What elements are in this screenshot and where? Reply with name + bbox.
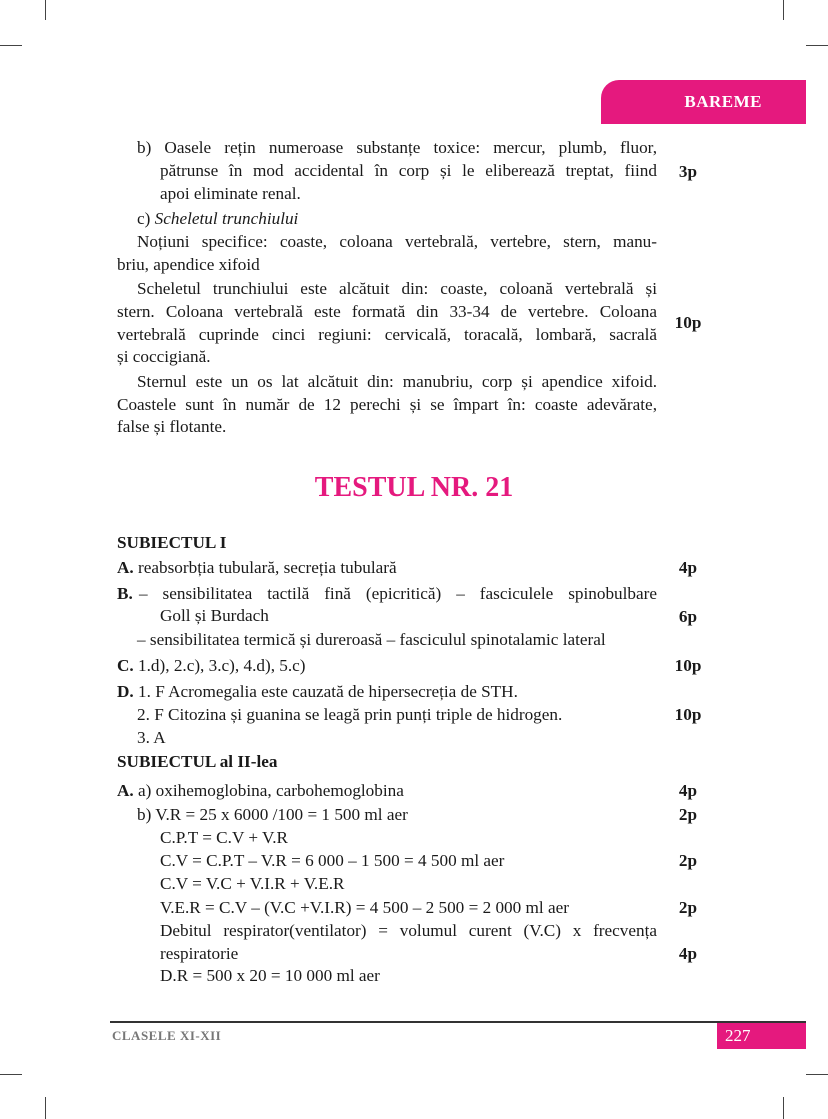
text-line: false și flotante. <box>117 417 227 436</box>
answer-text: 1.d), 2.c), 3.c), 4.d), 5.c) <box>138 656 306 675</box>
points: 10p <box>674 705 702 724</box>
crop-mark <box>806 45 828 46</box>
crop-mark <box>783 0 784 20</box>
text-line: Debitul respirator(ventilator) = volumul curent (V.C) x frecvența <box>160 921 657 940</box>
text-line: C.P.T = C.V + V.R <box>160 828 288 847</box>
text-line: Coastele sunt în număr de 12 perechi și se împart în: coaste adevărate, <box>117 395 657 414</box>
points: 2p <box>678 898 698 917</box>
item-label: A. <box>117 781 134 800</box>
text-line: stern. Coloana vertebrală este formată din 33-34 de vertebre. Coloana <box>117 302 657 321</box>
text-line: b) Oasele rețin numeroase substanțe toxice: mercur, plumb, fluor, <box>137 138 657 157</box>
answer-text: a) oxihemoglobina, carbohemoglobina <box>138 781 404 800</box>
crop-mark <box>45 1097 46 1119</box>
points: 2p <box>678 805 698 824</box>
text-line: apoi eliminate renal. <box>160 184 301 203</box>
answer-a <box>117 780 404 802</box>
text-line: 3. A <box>137 728 166 747</box>
crop-mark <box>0 45 22 46</box>
points: 10p <box>674 656 702 675</box>
footer-label: CLASELE XI-XII <box>112 1028 222 1043</box>
points: 4p <box>678 558 698 577</box>
section-heading: SUBIECTUL I <box>117 533 227 552</box>
text-line: C.V = V.C + V.I.R + V.E.R <box>160 874 345 893</box>
subheading <box>137 208 298 230</box>
text-line: 2. F Citozina și guanina se leagă prin punți triple de hidrogen. <box>137 705 563 724</box>
text-line: respiratorie <box>160 944 239 963</box>
subheading-title: Scheletul trunchiului <box>154 209 299 228</box>
text-line: și coccigiană. <box>117 347 211 366</box>
answer-c <box>117 655 306 677</box>
points: 4p <box>678 781 698 800</box>
text-line: briu, apendice xifoid <box>117 255 260 274</box>
text-line: Goll și Burdach <box>160 606 269 625</box>
footer-divider <box>110 1021 806 1023</box>
item-label: D. <box>117 682 134 701</box>
test-title: TESTUL NR. 21 <box>314 472 514 503</box>
text-line: V.E.R = C.V – (V.C +V.I.R) = 4 500 – 2 500 = 2 000 ml aer <box>160 898 569 917</box>
text-line: vertebrală cuprinde cinci regiuni: cervicală, toracală, lombară, sacrală <box>117 325 657 344</box>
points: 2p <box>678 851 698 870</box>
item-label: B. <box>117 584 133 603</box>
item-label: A. <box>117 558 134 577</box>
section-tab-bareme: BAREME <box>601 80 806 124</box>
text-line: Noțiuni specifice: coaste, coloana vertebrală, vertebre, stern, manu- <box>137 232 657 251</box>
text-line: Sternul este un os lat alcătuit din: manubriu, corp și apendice xifoid. <box>137 372 657 391</box>
answer-d <box>117 681 518 703</box>
item-label: C. <box>117 656 134 675</box>
answer-text: 1. F Acromegalia este cauzată de hipersecreția de STH. <box>138 682 518 701</box>
points: 4p <box>678 944 698 963</box>
text-line: D.R = 500 x 20 = 10 000 ml aer <box>160 966 380 985</box>
text-line: C.V = C.P.T – V.R = 6 000 – 1 500 = 4 500 ml aer <box>160 851 505 870</box>
page-number: 227 <box>717 1023 806 1049</box>
crop-mark <box>45 0 46 20</box>
crop-mark <box>783 1097 784 1119</box>
crop-mark <box>806 1074 828 1075</box>
crop-mark <box>0 1074 22 1075</box>
answer-a <box>117 557 397 579</box>
text-line: Scheletul trunchiului este alcătuit din: coaste, coloană vertebrală și <box>137 279 657 298</box>
text-line: – sensibilitatea tactilă fină (epicritică) – fasciculele spinobulbare <box>139 584 657 603</box>
points: 6p <box>678 607 698 626</box>
answer-text: reabsorbția tubulară, secreția tubulară <box>138 558 397 577</box>
text-line: pătrunse în mod accidental în corp și le eliberează treptat, fiind <box>160 161 657 180</box>
text-line: b) V.R = 25 x 6000 /100 = 1 500 ml aer <box>137 805 408 824</box>
points: 3p <box>678 162 698 181</box>
item-label: c) <box>137 209 151 228</box>
points: 10p <box>674 313 702 332</box>
text-line: – sensibilitatea termică și dureroasă – fasciculul spinotalamic lateral <box>137 630 606 649</box>
section-heading: SUBIECTUL al II-lea <box>117 752 278 771</box>
